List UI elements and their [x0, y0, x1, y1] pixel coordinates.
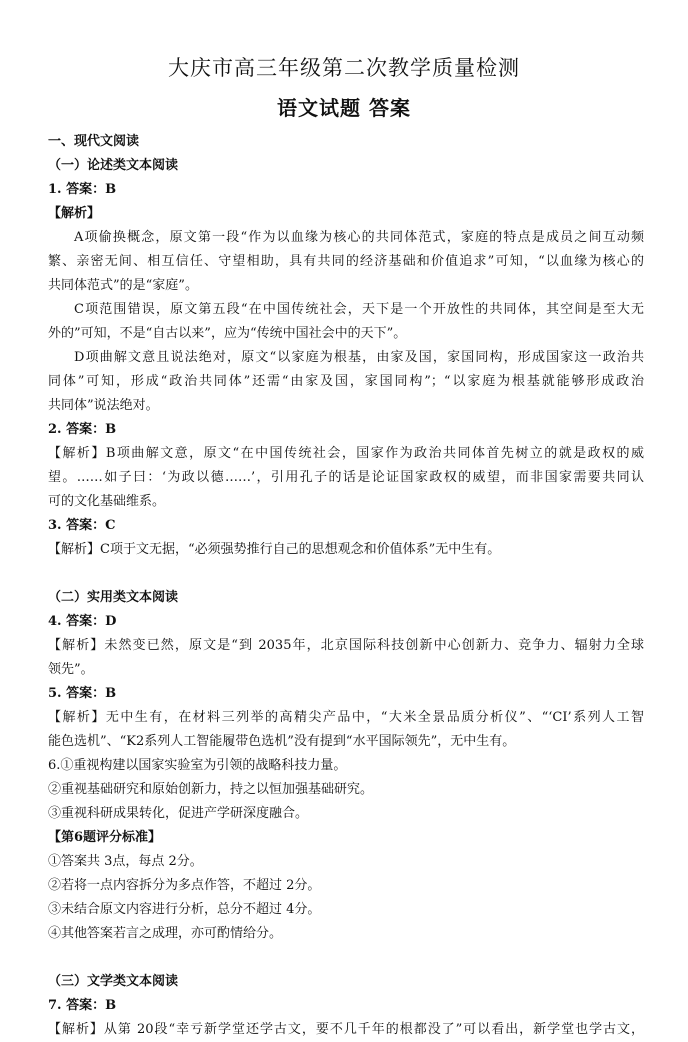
- document-title: 大庆市高三年级第二次教学质量检测: [168, 56, 520, 80]
- text-line: D项曲解文意且说法绝对，原文“以家庭为根基，由家及国，家国同构，形成国家这一政治共: [74, 350, 644, 365]
- text-line: ①答案共 3点，每点 2分。: [48, 854, 203, 869]
- scoring-heading: 【第6题评分标准】: [48, 830, 162, 845]
- text-line: 共同体范式”的是“家庭”。: [48, 278, 198, 293]
- text-line: ②重视基础研究和原始创新力，持之以恒加强基础研究。: [48, 782, 374, 797]
- part-heading: （一）论述类文本阅读: [48, 158, 179, 173]
- text-line: C项范围错误，原文第五段“在中国传统社会，天下是一个开放性的共同体，其空间是至大无: [74, 302, 644, 317]
- text-line: ③未结合原文内容进行分析，总分不超过 4分。: [48, 902, 321, 917]
- text-line: 【解析】C项于文无据，“必须强势推行自己的思想观念和价值体系”无中生有。: [48, 542, 501, 557]
- text-line: 共同体”说法绝对。: [48, 398, 159, 413]
- analysis-label: 【解析】: [48, 206, 101, 221]
- answer-line: 5. 答案：B: [48, 686, 117, 701]
- answer-line: 4. 答案：D: [48, 614, 117, 629]
- text-line: 外的”可知，不是“自古以来”，应为“传统中国社会中的天下”。: [48, 326, 407, 341]
- text-line: ②若将一点内容拆分为多点作答，不超过 2分。: [48, 878, 321, 893]
- text-line: 【解析】B项曲解文意，原文“在中国传统社会，国家作为政治共同体首先树立的就是政权的威: [48, 446, 644, 461]
- document-subtitle: 语文试题 答案: [277, 96, 411, 120]
- text-line: 繁、亲密无间、相互信任、守望相助，具有共同的经济基础和价值追求”可知，“以血缘为核心的: [48, 254, 644, 269]
- part-heading: （三）文学类文本阅读: [48, 974, 179, 989]
- answer-line: 2. 答案：B: [48, 422, 117, 437]
- text-line: ④其他答案若言之成理，亦可酌情给分。: [48, 926, 283, 941]
- answer-line: 3. 答案：C: [48, 518, 116, 533]
- section-heading: 一、现代文阅读: [48, 134, 140, 149]
- text-line: 领先”。: [48, 662, 94, 677]
- part-heading: （二）实用类文本阅读: [48, 590, 179, 605]
- text-line: 【解析】从第 20段“幸亏新学堂还学古文，要不几千年的根都没了”可以看出，新学堂也学古文，: [48, 1022, 644, 1037]
- answer-line: 7. 答案：B: [48, 998, 117, 1013]
- text-line: 【解析】未然变已然，原文是“到 2035年，北京国际科技创新中心创新力、竞争力、辐射力全球: [48, 638, 644, 653]
- text-line: 能色选机”、“K2系列人工智能履带色选机”没有提到“水平国际领先”，无中生有。: [48, 734, 516, 749]
- document-body: [48, 130, 644, 1042]
- text-line: 【解析】无中生有，在材料三列举的高精尖产品中，“大米全景品质分析仪”、“‘CI’系列人工智: [48, 710, 644, 725]
- text-line: 可的文化基础维系。: [48, 494, 166, 509]
- text-line: 望。……如子曰：‘为政以德……’，引用孔子的话是论证国家政权的威望，而非国家需要共同认: [48, 470, 644, 485]
- text-line: A项偷换概念，原文第一段“作为以血缘为核心的共同体范式，家庭的特点是成员之间互动频: [74, 230, 644, 245]
- text-line: ③重视科研成果转化，促进产学研深度融合。: [48, 806, 309, 821]
- text-line: 6.①重视构建以国家实验室为引领的战略科技力量。: [48, 758, 347, 773]
- text-line: 同体”可知，形成“政治共同体”还需“由家及国，家国同构”；“以家庭为根基就能够形成政治: [48, 374, 644, 389]
- answer-line: 1. 答案：B: [48, 182, 117, 197]
